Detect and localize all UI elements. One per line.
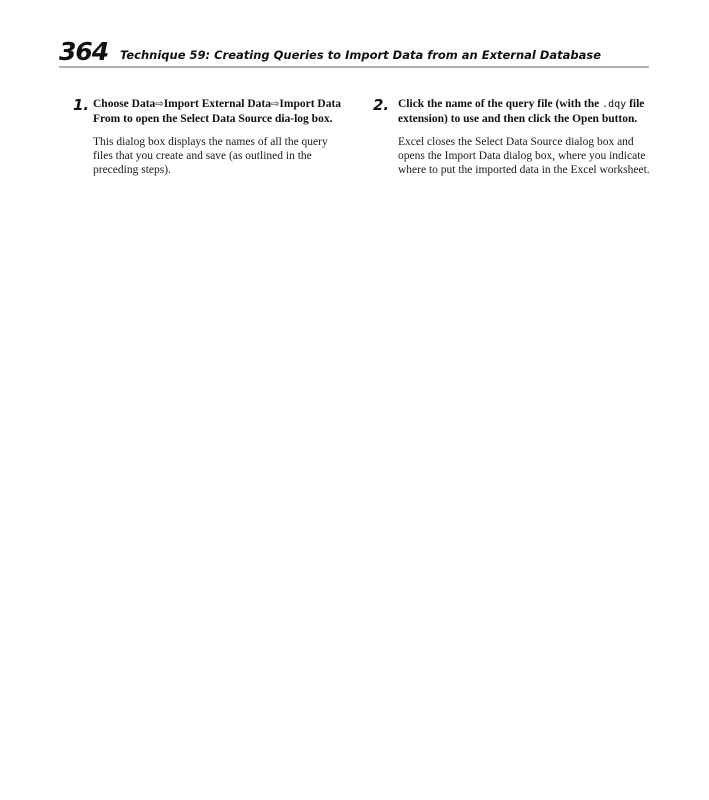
instruction-text: Import Data From to open the Select Data Source dia-log box. (93, 98, 342, 125)
step-explanation: Excel closes the Select Data Source dialog box and opens the Import Data dialog box, where you indicate where to put the imported data in the Excel worksheet. (398, 136, 650, 176)
menu-arrow-icon: ⇨ (155, 99, 164, 110)
step-body (93, 97, 345, 177)
step-instruction (398, 97, 655, 126)
running-title: Technique 59: Creating Queries to Import Data from an External Database (120, 48, 602, 62)
page-number: 364 (59, 37, 109, 66)
page-header (59, 38, 649, 66)
instruction-text: Choose Data (93, 98, 156, 110)
step-number: 2. (373, 96, 390, 114)
instruction-text: file extension) to use and then click the Open button. (398, 98, 645, 125)
step-explanation: This dialog box displays the names of all the query files that you create and save (as outlined in the preceding steps). (93, 136, 328, 176)
instruction-text: Import External Data (163, 98, 272, 110)
step-instruction (93, 97, 345, 126)
menu-arrow-icon: ⇨ (271, 99, 280, 110)
instruction-text: Click the name of the query file (with the (398, 98, 603, 110)
file-extension-code: .dqy (602, 99, 627, 110)
header-rule (59, 66, 649, 68)
step-body (398, 97, 655, 177)
step-number: 1. (73, 96, 90, 114)
